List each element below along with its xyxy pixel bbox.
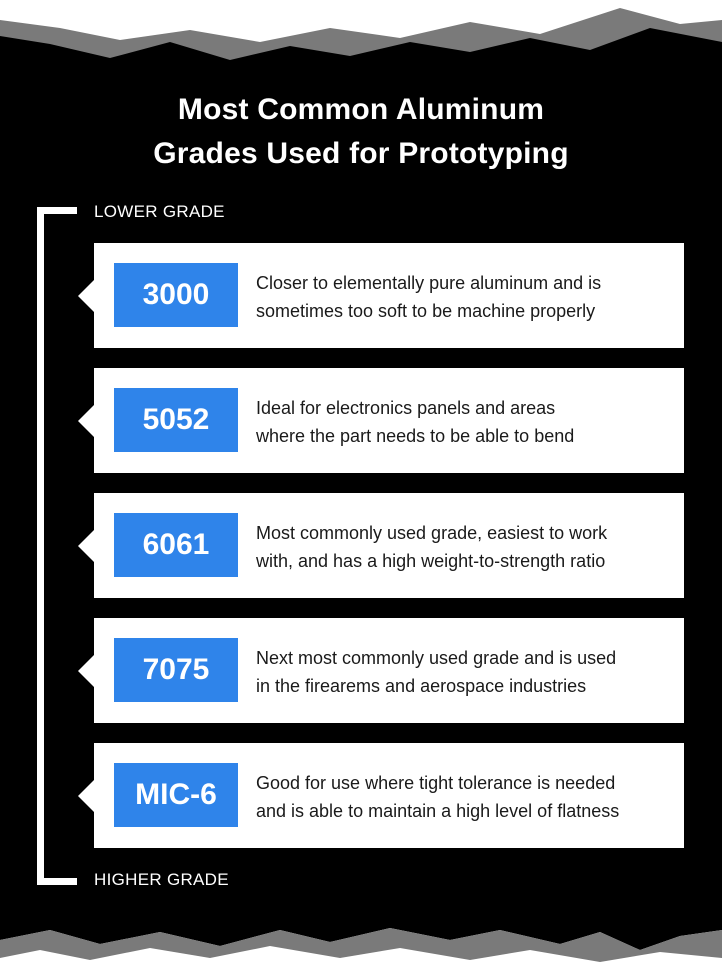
description-line: in the firearems and aerospace industries — [256, 676, 587, 696]
grade-description — [256, 519, 676, 575]
page-title — [0, 88, 722, 176]
description-line: and is able to maintain a high level of flatness — [256, 801, 620, 821]
grade-code-badge: 7075 — [114, 638, 238, 702]
description-line: Ideal for electronics panels and areas — [256, 398, 556, 418]
grade-code-badge: MIC-6 — [114, 763, 238, 827]
grade-description — [256, 769, 676, 825]
grade-card-5052 — [94, 368, 684, 473]
grade-card-mic-6 — [94, 743, 684, 848]
bracket-top-tick — [37, 207, 77, 214]
description-line: where the part needs to be able to bend — [256, 426, 575, 446]
description-line: Next most commonly used grade and is used — [256, 648, 617, 668]
description-line: sometimes too soft to be machine properly — [256, 301, 596, 321]
grade-code-badge: 6061 — [114, 513, 238, 577]
higher-grade-label: HIGHER GRADE — [94, 870, 229, 889]
grade-description — [256, 644, 676, 700]
description-line: with, and has a high weight-to-strength ratio — [256, 551, 606, 571]
grade-code-badge: 5052 — [114, 388, 238, 452]
bracket-bottom-tick — [37, 878, 77, 885]
grade-card-7075 — [94, 618, 684, 723]
grade-description — [256, 269, 676, 325]
grade-card-3000 — [94, 243, 684, 348]
grade-scale-bracket — [37, 207, 44, 885]
grade-code-badge: 3000 — [114, 263, 238, 327]
grade-card-6061 — [94, 493, 684, 598]
description-line: Good for use where tight tolerance is needed — [256, 773, 616, 793]
title-line-1: Most Common Aluminum — [177, 93, 545, 126]
description-line: Closer to elementally pure aluminum and is — [256, 273, 602, 293]
lower-grade-label: LOWER GRADE — [94, 202, 225, 221]
description-line: Most commonly used grade, easiest to work — [256, 523, 608, 543]
title-line-2: Grades Used for Prototyping — [153, 137, 569, 170]
grade-description — [256, 394, 676, 450]
